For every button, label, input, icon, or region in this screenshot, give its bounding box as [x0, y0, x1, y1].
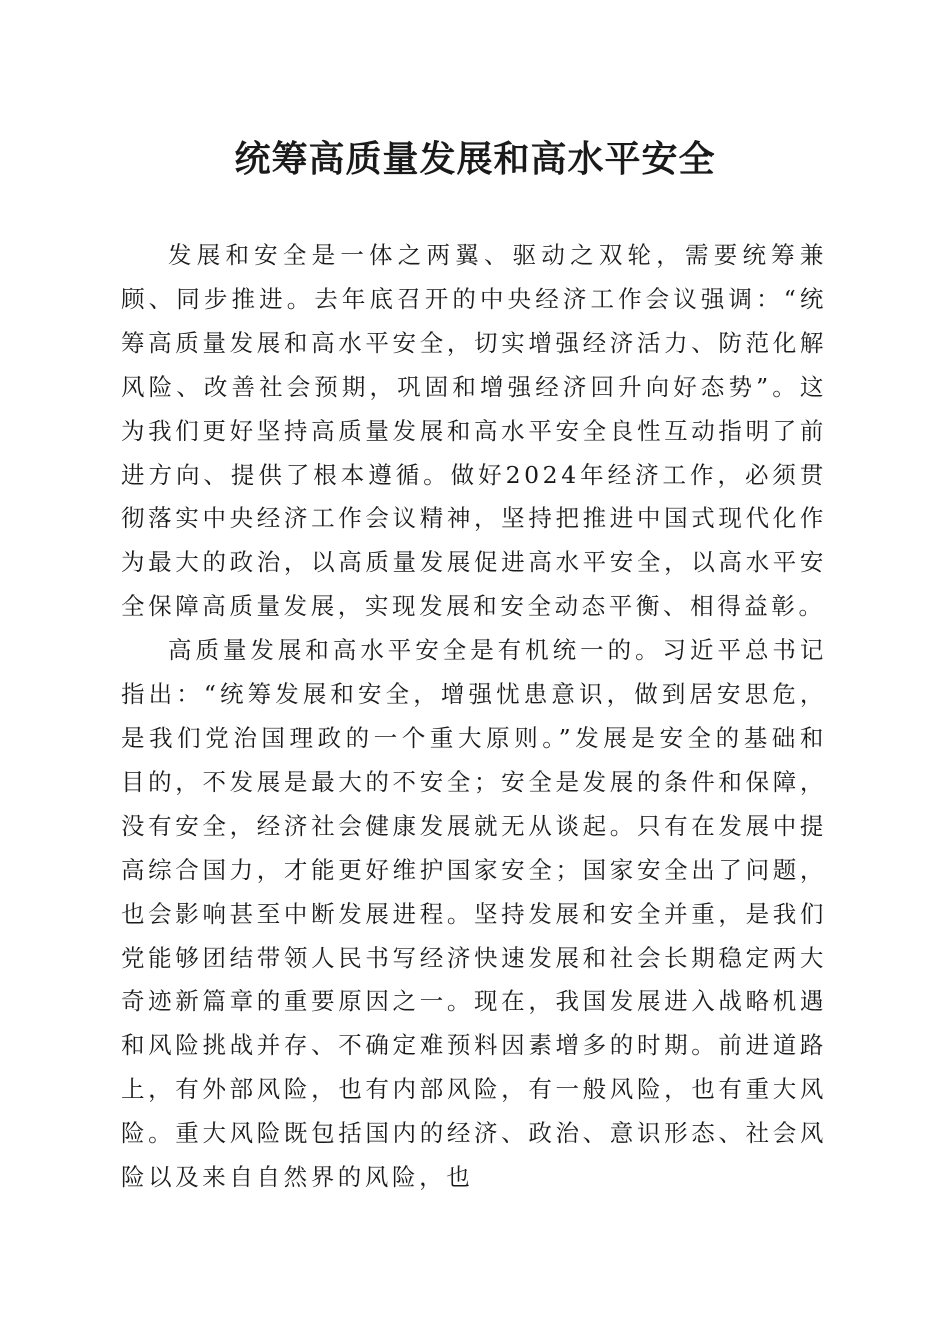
document-body — [121, 234, 827, 1200]
document-title: 统筹高质量发展和高水平安全 — [234, 138, 716, 180]
paragraph-2: 高质量发展和高水平安全是有机统一的。习近平总书记指出：“统筹发展和安全，增强忧患意识，做到居安思危，是我们党治国理政的一个重大原则。”发展是安全的基础和目的，不发展是最大的不安全；安全是发展的条件和保障，没有安全，经济社会健康发展就无从谈起。只有在发展中提高综合国力，才能更好维护国家安全；国家安全出了问题，也会影响甚至中断发展进程。坚持发展和安全并重，是我们党能够团结带领人民书写经济快速发展和社会长期稳定两大奇迹新篇章的重要原因之一。现在，我国发展进入战略机遇和风险挑战并存、不确定难预料因素增多的时期。前进道路上，有外部风险，也有内部风险，有一般风险，也有重大风险。重大风险既包括国内的经济、政治、意识形态、社会风险以及来自自然界的风险，也 — [121, 636, 827, 1192]
paragraph-1: 发展和安全是一体之两翼、驱动之双轮，需要统筹兼顾、同步推进。去年底召开的中央经济工作会议强调：“统筹高质量发展和高水平安全，切实增强经济活力、防范化解风险、改善社会预期，巩固和增强经济回升向好态势”。这为我们更好坚持高质量发展和高水平安全良性互动指明了前进方向、提供了根本遵循。做好2024年经济工作，必须贯彻落实中央经济工作会议精神，坚持把推进中国式现代化作为最大的政治，以高质量发展促进高水平安全，以高水平安全保障高质量发展，实现发展和安全动态平衡、相得益彰。 — [121, 241, 827, 621]
